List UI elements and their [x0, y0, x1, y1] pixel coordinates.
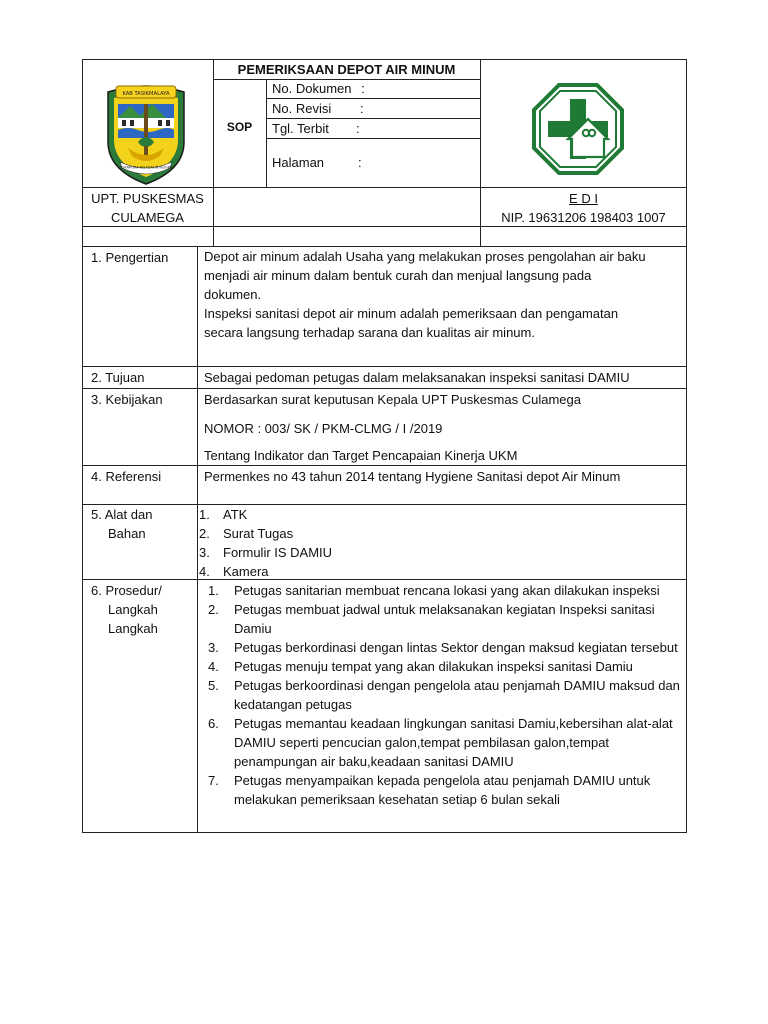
section-label-kebijakan: 3. Kebijakan: [91, 392, 163, 407]
crest-banner-text: KAB TASIKMALAYA: [122, 91, 170, 97]
field-sep: :: [360, 101, 364, 116]
field-label: No. Dokumen: [272, 81, 352, 96]
kebijakan-line: NOMOR : 003/ SK / PKM-CLMG / I /2019: [204, 421, 443, 436]
list-item: 4. Petugas menuju tempat yang akan dilakukan inspeksi sanitasi Damiu: [208, 659, 633, 674]
text-line: dokumen.: [204, 287, 262, 302]
list-item: 2. Petugas membuat jadwal untuk melaksanakan kegiatan Inspeksi sanitasi Damiu: [208, 602, 655, 636]
section-label-referensi: 4. Referensi: [91, 469, 162, 484]
org-name-line1: UPT. PUSKESMAS: [91, 191, 204, 206]
list-item: 5. Petugas berkoordinasi dengan pengelola atau penjamah DAMIU maksud dan kedatangan petugas: [208, 678, 680, 712]
signer-name: E D I: [569, 191, 598, 206]
list-item: 4. Kamera: [199, 564, 269, 579]
field-label: No. Revisi: [272, 101, 332, 116]
org-name-line2: CULAMEGA: [111, 210, 184, 225]
alat-bahan-list: [199, 505, 679, 581]
section-body-tujuan: Sebagai pedoman petugas dalam melaksanakan inspeksi sanitasi DAMIU: [204, 370, 630, 385]
list-item: 1. ATK: [199, 507, 248, 522]
text-line: secara langsung terhadap sarana dan kualitas air minum.: [204, 325, 535, 340]
field-no-revisi: [272, 100, 364, 118]
text-line: menjadi air minum dalam bentuk curah dan menjual langsung pada: [204, 268, 592, 283]
field-no-dokumen: [272, 80, 365, 98]
field-sep: :: [361, 81, 365, 96]
field-sep: :: [356, 121, 360, 136]
kebijakan-line: Tentang Indikator dan Target Pencapaian Kinerja UKM: [204, 448, 518, 463]
puskesmas-logo: [532, 83, 624, 175]
field-tgl-terbit: [272, 120, 360, 138]
section-label-alat-line2: Bahan: [108, 526, 146, 541]
text-line: Inspeksi sanitasi depot air minum adalah pemeriksaan dan pengamatan: [204, 306, 619, 321]
list-item: 3. Petugas berkordinasi dengan lintas Sektor dengan maksud kegiatan tersebut: [208, 640, 678, 655]
section-label-prosedur-line2: Langkah: [108, 602, 158, 617]
field-halaman: [272, 154, 362, 172]
section-body-referensi: Permenkes no 43 tahun 2014 tentang Hygiene Sanitasi depot Air Minum: [204, 469, 621, 484]
list-item: 6. Petugas memantau keadaan lingkungan sanitasi Damiu,kebersihan alat-alat DAMIU seperti pencucian galon,tempat pembilasan galon,tempat penampungan air baku,keadaan sanitasi DAMIU: [208, 716, 673, 769]
field-label: Tgl. Terbit: [272, 121, 329, 136]
document-title: PEMERIKSAAN DEPOT AIR MINUM: [237, 62, 456, 77]
prosedur-list: [208, 581, 680, 809]
list-item: 1. Petugas sanitarian membuat rencana lokasi yang akan dilakukan inspeksi: [208, 583, 660, 598]
regency-crest-logo: [100, 82, 192, 186]
section-label-pengertian: 1. Pengertian: [91, 250, 169, 265]
crest-motto-text: SUKAPURA NGADAUN NGORA: [119, 165, 173, 170]
section-label-tujuan: 2. Tujuan: [91, 370, 145, 385]
section-label-alat: 5. Alat dan: [91, 507, 153, 522]
list-item: 2. Surat Tugas: [199, 526, 294, 541]
section-label-prosedur-line3: Langkah: [108, 621, 158, 636]
list-item: 3. Formulir IS DAMIU: [199, 545, 333, 560]
section-label-prosedur: 6. Prosedur/: [91, 583, 162, 598]
field-sep: :: [358, 155, 362, 170]
kebijakan-line: Berdasarkan surat keputusan Kepala UPT Puskesmas Culamega: [204, 392, 581, 407]
field-label: Halaman: [272, 155, 325, 170]
signer-nip: NIP. 19631206 198403 1007: [501, 210, 666, 225]
text-line: Depot air minum adalah Usaha yang melakukan proses pengolahan air baku: [204, 249, 646, 264]
sop-label: SOP: [226, 120, 253, 134]
list-item: 7. Petugas menyampaikan kepada pengelola atau penjamah DAMIU untuk melakukan pemeriksaan kesehatan setiap 6 bulan sekali: [208, 773, 651, 807]
